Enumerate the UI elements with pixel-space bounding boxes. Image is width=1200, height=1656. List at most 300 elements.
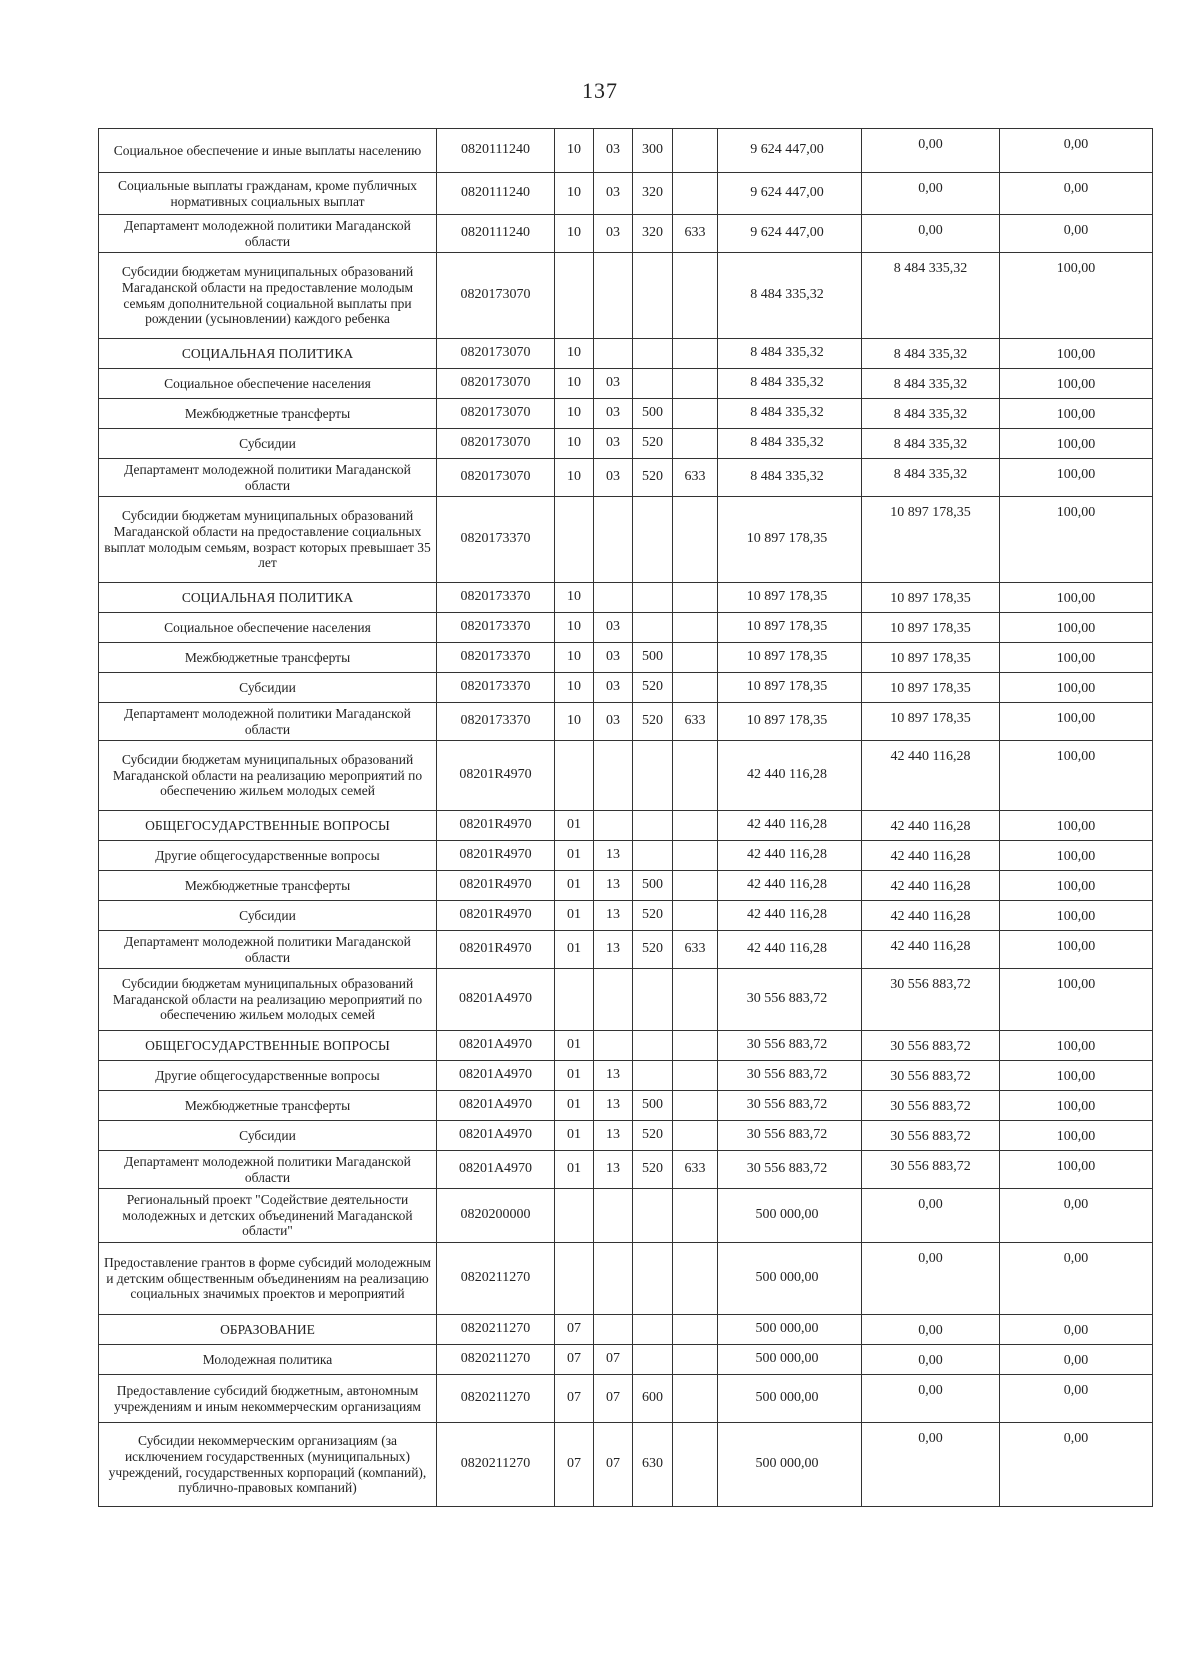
row-name: Межбюджетные трансферты [99,643,437,673]
row-name: СОЦИАЛЬНАЯ ПОЛИТИКА [99,583,437,613]
row-name: Департамент молодежной политики Магаданской области [99,1151,437,1189]
table-row [99,497,1153,583]
table-row [99,459,1153,497]
row-amount: 42 440 116,28 [718,811,862,841]
budget-table [98,128,1153,1507]
table-row [99,253,1153,339]
row-executed: 8 484 335,32 [862,429,1000,459]
row-code: 0820173370 [437,497,555,583]
row-code: 0820111240 [437,129,555,173]
row-executed: 42 440 116,28 [862,901,1000,931]
row-percent: 100,00 [1000,741,1153,811]
row-executed: 30 556 883,72 [862,1121,1000,1151]
row-executed: 42 440 116,28 [862,741,1000,811]
row-administrator [673,613,718,643]
row-amount: 8 484 335,32 [718,253,862,339]
row-name: Социальное обеспечение и иные выплаты населению [99,129,437,173]
row-code: 08201R4970 [437,901,555,931]
row-expense-type: 320 [633,173,673,215]
row-percent: 100,00 [1000,871,1153,901]
row-administrator [673,129,718,173]
row-percent: 100,00 [1000,253,1153,339]
row-amount: 10 897 178,35 [718,497,862,583]
row-section: 01 [555,1121,594,1151]
row-subsection [594,1031,633,1061]
row-administrator [673,901,718,931]
row-name: Субсидии бюджетам муниципальных образований Магаданской области на реализацию мероприятий по обеспечению жильем молодых семей [99,969,437,1031]
row-subsection [594,1315,633,1345]
row-executed: 0,00 [862,173,1000,215]
row-amount: 9 624 447,00 [718,215,862,253]
row-subsection: 03 [594,215,633,253]
row-expense-type [633,1031,673,1061]
table-row [99,339,1153,369]
row-executed: 0,00 [862,1243,1000,1315]
row-subsection: 03 [594,173,633,215]
row-subsection [594,1243,633,1315]
table-row [99,1151,1153,1189]
table-row [99,643,1153,673]
row-percent: 100,00 [1000,1091,1153,1121]
row-section [555,253,594,339]
row-code: 08201R4970 [437,741,555,811]
row-expense-type [633,497,673,583]
row-amount: 500 000,00 [718,1189,862,1243]
row-name: Субсидии бюджетам муниципальных образований Магаданской области на предоставление молодым семьям дополнительной социальной выплаты при рождении (усыновлении) каждого ребенка [99,253,437,339]
row-name: Субсидии некоммерческим организациям (за исключением государственных (муниципальных) учреждений, государственных корпораций (компаний), публично-правовых компаний) [99,1423,437,1507]
row-name: Социальное обеспечение населения [99,369,437,399]
row-executed: 42 440 116,28 [862,931,1000,969]
row-expense-type: 320 [633,215,673,253]
table-row [99,1375,1153,1423]
row-expense-type [633,583,673,613]
row-name: Департамент молодежной политики Магаданской области [99,459,437,497]
row-executed: 8 484 335,32 [862,339,1000,369]
row-code: 0820111240 [437,173,555,215]
row-executed: 30 556 883,72 [862,1091,1000,1121]
row-percent: 100,00 [1000,901,1153,931]
row-administrator [673,1031,718,1061]
row-section: 10 [555,429,594,459]
row-executed: 10 897 178,35 [862,497,1000,583]
row-percent: 100,00 [1000,931,1153,969]
row-section: 01 [555,1031,594,1061]
row-executed: 0,00 [862,1423,1000,1507]
table-row [99,931,1153,969]
row-expense-type: 500 [633,871,673,901]
row-subsection: 13 [594,931,633,969]
row-percent: 0,00 [1000,1315,1153,1345]
row-code: 08201A4970 [437,1031,555,1061]
row-percent: 100,00 [1000,613,1153,643]
row-amount: 500 000,00 [718,1375,862,1423]
row-section: 01 [555,841,594,871]
row-administrator [673,399,718,429]
row-subsection: 03 [594,399,633,429]
row-percent: 100,00 [1000,969,1153,1031]
row-code: 0820173070 [437,339,555,369]
row-percent: 100,00 [1000,643,1153,673]
table-row [99,215,1153,253]
row-subsection: 07 [594,1345,633,1375]
row-subsection: 13 [594,871,633,901]
table-row [99,1345,1153,1375]
row-amount: 30 556 883,72 [718,1061,862,1091]
row-name: Субсидии [99,901,437,931]
row-amount: 9 624 447,00 [718,129,862,173]
row-administrator [673,871,718,901]
row-name: Другие общегосударственные вопросы [99,841,437,871]
row-subsection: 07 [594,1423,633,1507]
row-subsection [594,497,633,583]
row-expense-type [633,811,673,841]
row-administrator [673,969,718,1031]
table-row [99,429,1153,459]
row-executed: 8 484 335,32 [862,399,1000,429]
row-executed: 8 484 335,32 [862,459,1000,497]
row-executed: 10 897 178,35 [862,583,1000,613]
row-section: 01 [555,1151,594,1189]
row-administrator [673,1091,718,1121]
row-name: Субсидии [99,429,437,459]
row-administrator [673,1061,718,1091]
row-executed: 0,00 [862,1189,1000,1243]
table-row [99,1243,1153,1315]
row-code: 0820173070 [437,429,555,459]
row-code: 0820173370 [437,673,555,703]
row-code: 08201R4970 [437,841,555,871]
row-section: 10 [555,643,594,673]
table-row [99,173,1153,215]
row-name: Департамент молодежной политики Магаданской области [99,215,437,253]
row-amount: 42 440 116,28 [718,741,862,811]
row-section: 10 [555,339,594,369]
table-row [99,1315,1153,1345]
row-name: Другие общегосударственные вопросы [99,1061,437,1091]
row-expense-type: 520 [633,931,673,969]
row-code: 08201A4970 [437,1091,555,1121]
row-amount: 9 624 447,00 [718,173,862,215]
row-name: Субсидии [99,1121,437,1151]
row-name: Предоставление грантов в форме субсидий молодежным и детским общественным объединениям на реализацию социальных значимых проектов и мероприятий [99,1243,437,1315]
row-percent: 100,00 [1000,459,1153,497]
row-section: 07 [555,1345,594,1375]
table-row [99,969,1153,1031]
row-section: 10 [555,459,594,497]
row-amount: 500 000,00 [718,1315,862,1345]
row-name: Департамент молодежной политики Магаданской области [99,931,437,969]
row-executed: 30 556 883,72 [862,1031,1000,1061]
row-amount: 42 440 116,28 [718,931,862,969]
row-name: ОБЩЕГОСУДАРСТВЕННЫЕ ВОПРОСЫ [99,1031,437,1061]
row-amount: 10 897 178,35 [718,643,862,673]
table-row [99,741,1153,811]
row-section: 10 [555,215,594,253]
row-code: 08201A4970 [437,1121,555,1151]
row-amount: 500 000,00 [718,1243,862,1315]
row-amount: 10 897 178,35 [718,673,862,703]
row-subsection: 03 [594,613,633,643]
row-percent: 100,00 [1000,703,1153,741]
row-administrator [673,1315,718,1345]
table-row [99,901,1153,931]
row-code: 08201R4970 [437,931,555,969]
row-code: 0820211270 [437,1243,555,1315]
row-expense-type [633,969,673,1031]
row-section: 07 [555,1375,594,1423]
row-executed: 8 484 335,32 [862,369,1000,399]
row-subsection: 13 [594,1151,633,1189]
row-administrator [673,811,718,841]
row-subsection: 13 [594,1091,633,1121]
row-subsection [594,339,633,369]
row-code: 08201R4970 [437,871,555,901]
row-name: Социальные выплаты гражданам, кроме публичных нормативных социальных выплат [99,173,437,215]
row-section: 10 [555,399,594,429]
table-row [99,369,1153,399]
row-section: 01 [555,901,594,931]
row-executed: 10 897 178,35 [862,703,1000,741]
row-subsection: 03 [594,129,633,173]
table-row [99,129,1153,173]
row-amount: 30 556 883,72 [718,969,862,1031]
row-expense-type: 500 [633,643,673,673]
row-amount: 30 556 883,72 [718,1031,862,1061]
row-code: 0820111240 [437,215,555,253]
row-section: 10 [555,129,594,173]
row-section: 10 [555,173,594,215]
row-expense-type: 300 [633,129,673,173]
table-row [99,841,1153,871]
row-percent: 0,00 [1000,1189,1153,1243]
row-code: 0820173370 [437,613,555,643]
row-name: Субсидии бюджетам муниципальных образований Магаданской области на предоставление социальных выплат молодым семьям, возраст которых превышает 35 лет [99,497,437,583]
row-administrator [673,1375,718,1423]
table-row [99,399,1153,429]
row-administrator [673,1121,718,1151]
row-amount: 10 897 178,35 [718,613,862,643]
row-expense-type [633,339,673,369]
table-row [99,871,1153,901]
row-amount: 500 000,00 [718,1345,862,1375]
row-code: 0820211270 [437,1315,555,1345]
row-executed: 42 440 116,28 [862,811,1000,841]
row-percent: 100,00 [1000,583,1153,613]
row-code: 08201A4970 [437,969,555,1031]
row-percent: 100,00 [1000,369,1153,399]
row-amount: 10 897 178,35 [718,703,862,741]
row-name: Молодежная политика [99,1345,437,1375]
row-code: 0820211270 [437,1345,555,1375]
row-expense-type: 520 [633,1151,673,1189]
row-amount: 42 440 116,28 [718,841,862,871]
table-row [99,1031,1153,1061]
row-administrator [673,429,718,459]
row-administrator: 633 [673,215,718,253]
row-executed: 42 440 116,28 [862,841,1000,871]
row-code: 0820173370 [437,703,555,741]
row-expense-type: 520 [633,703,673,741]
row-section: 10 [555,673,594,703]
row-executed: 42 440 116,28 [862,871,1000,901]
row-expense-type [633,1315,673,1345]
row-code: 0820173070 [437,459,555,497]
row-percent: 100,00 [1000,1061,1153,1091]
row-administrator [673,1189,718,1243]
row-section: 10 [555,703,594,741]
row-administrator: 633 [673,703,718,741]
row-executed: 0,00 [862,1375,1000,1423]
table-row [99,811,1153,841]
row-subsection: 03 [594,459,633,497]
row-percent: 0,00 [1000,1345,1153,1375]
row-percent: 100,00 [1000,811,1153,841]
row-percent: 100,00 [1000,673,1153,703]
row-amount: 8 484 335,32 [718,459,862,497]
row-subsection: 03 [594,369,633,399]
row-administrator [673,1243,718,1315]
row-amount: 42 440 116,28 [718,871,862,901]
row-administrator [673,841,718,871]
table-row [99,703,1153,741]
row-percent: 100,00 [1000,1121,1153,1151]
row-section [555,969,594,1031]
row-subsection: 07 [594,1375,633,1423]
row-expense-type [633,253,673,339]
row-amount: 8 484 335,32 [718,399,862,429]
row-administrator [673,339,718,369]
row-executed: 0,00 [862,1345,1000,1375]
table-row [99,1423,1153,1507]
row-executed: 10 897 178,35 [862,673,1000,703]
row-section [555,497,594,583]
row-section: 10 [555,613,594,643]
row-amount: 42 440 116,28 [718,901,862,931]
row-administrator: 633 [673,459,718,497]
row-expense-type [633,1243,673,1315]
row-percent: 100,00 [1000,399,1153,429]
table-row [99,1091,1153,1121]
row-expense-type: 600 [633,1375,673,1423]
row-expense-type: 520 [633,429,673,459]
row-name: ОБЩЕГОСУДАРСТВЕННЫЕ ВОПРОСЫ [99,811,437,841]
page-number: 137 [582,78,618,103]
row-code: 08201A4970 [437,1061,555,1091]
row-executed: 0,00 [862,129,1000,173]
row-subsection: 13 [594,841,633,871]
row-section [555,1189,594,1243]
row-executed: 0,00 [862,215,1000,253]
row-executed: 10 897 178,35 [862,613,1000,643]
row-administrator [673,1345,718,1375]
row-code: 08201A4970 [437,1151,555,1189]
row-expense-type [633,1345,673,1375]
row-subsection: 03 [594,643,633,673]
table-row [99,1189,1153,1243]
row-amount: 10 897 178,35 [718,583,862,613]
row-subsection: 13 [594,901,633,931]
row-percent: 0,00 [1000,1423,1153,1507]
row-percent: 0,00 [1000,1243,1153,1315]
row-section: 01 [555,871,594,901]
row-code: 0820173370 [437,583,555,613]
row-section: 10 [555,369,594,399]
row-percent: 100,00 [1000,497,1153,583]
row-percent: 0,00 [1000,173,1153,215]
row-subsection [594,741,633,811]
row-subsection: 13 [594,1121,633,1151]
row-expense-type: 500 [633,1091,673,1121]
row-code: 0820173070 [437,253,555,339]
row-section: 01 [555,1061,594,1091]
row-code: 0820211270 [437,1375,555,1423]
row-subsection [594,253,633,339]
row-section: 07 [555,1423,594,1507]
row-executed: 30 556 883,72 [862,969,1000,1031]
row-percent: 0,00 [1000,215,1153,253]
row-name: Предоставление субсидий бюджетным, автономным учреждениям и иным некоммерческим организациям [99,1375,437,1423]
row-section: 01 [555,1091,594,1121]
table-row [99,673,1153,703]
row-section: 01 [555,931,594,969]
row-section: 10 [555,583,594,613]
row-section: 07 [555,1315,594,1345]
row-expense-type [633,741,673,811]
row-percent: 100,00 [1000,429,1153,459]
row-code: 0820173070 [437,399,555,429]
row-administrator [673,497,718,583]
row-code: 0820200000 [437,1189,555,1243]
row-percent: 100,00 [1000,1151,1153,1189]
row-subsection [594,811,633,841]
row-administrator: 633 [673,931,718,969]
row-subsection: 03 [594,703,633,741]
row-subsection [594,1189,633,1243]
row-executed: 0,00 [862,1315,1000,1345]
row-percent: 100,00 [1000,339,1153,369]
row-section [555,1243,594,1315]
row-expense-type: 500 [633,399,673,429]
row-subsection: 03 [594,673,633,703]
row-name: Субсидии [99,673,437,703]
row-expense-type: 520 [633,1121,673,1151]
row-administrator [673,1423,718,1507]
row-executed: 30 556 883,72 [862,1151,1000,1189]
table-row [99,583,1153,613]
table-row [99,613,1153,643]
row-name: Субсидии бюджетам муниципальных образований Магаданской области на реализацию мероприятий по обеспечению жильем молодых семей [99,741,437,811]
row-code: 0820211270 [437,1423,555,1507]
row-expense-type [633,369,673,399]
row-name: Региональный проект "Содействие деятельности молодежных и детских объединений Магаданской области" [99,1189,437,1243]
row-administrator [673,253,718,339]
row-administrator [673,673,718,703]
row-amount: 500 000,00 [718,1423,862,1507]
row-subsection [594,583,633,613]
row-expense-type [633,841,673,871]
table-row [99,1061,1153,1091]
row-subsection: 13 [594,1061,633,1091]
row-executed: 30 556 883,72 [862,1061,1000,1091]
row-administrator [673,369,718,399]
row-amount: 30 556 883,72 [718,1121,862,1151]
row-percent: 0,00 [1000,129,1153,173]
row-subsection: 03 [594,429,633,459]
row-section [555,741,594,811]
table-body [99,129,1153,1507]
row-percent: 0,00 [1000,1375,1153,1423]
row-name: ОБРАЗОВАНИЕ [99,1315,437,1345]
